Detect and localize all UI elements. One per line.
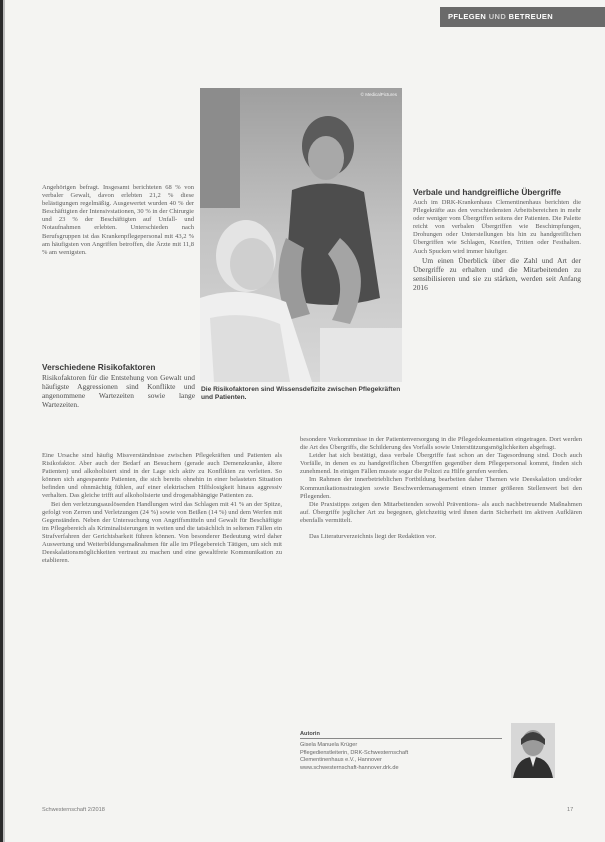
author-role: Pflegedienstleiterin, DRK-Schwesternschaft [300, 749, 409, 756]
right-body-paragraph-4: Die Praxistipps zeigen den Mitarbeitenden sowohl Präventions- als auch nachbetreuende Maßnahmen auf. Übergriffe jeglicher Art zu begegnen, gleichzeitig wird ihnen darin Sicherheit im aktiven Aufklären ebenfalls vermittelt. [300, 500, 582, 524]
right-top-paragraph-2: Um einen Überblick über die Zahl und Art der Übergriffe zu erhalten und die Mitarbeitenden zu sensibilisieren und sie zu stärken, werden seit Anfang 2016 [413, 255, 581, 292]
left-column-top [42, 184, 194, 257]
left-body-paragraph-1: Eine Ursache sind häufig Missverständnisse zwischen Pflegekräften und Patienten als Risikofaktor. Aber auch der Bedarf an Besuchern (gerade auch Demenzkranke, ältere Patienten) und alkoholisiert sind in der Lage sich aktiv zu Konflikten zu verleiten. So können sich angespannte Patienten, die sich bereits ohnehin in einer belasteten Situation befinden und ohnmächtig fühlen, auf einer elektrischen Hilfslosigkeit hinaus aggressiv verhalten. Das gleiche trifft auf alkoholisierte und drogenabhängige Patienten zu. [42, 452, 282, 500]
photo-caption: Die Risikofaktoren sind Wissensdefizite zwischen Pflegekräften und Patienten. [201, 386, 401, 401]
author-website-link[interactable]: www.schwesternschaft-hannover.drk.de [300, 764, 399, 771]
right-body-paragraph-1: besondere Vorkommnisse in der Patientenversorgung in die Pflegedokumentation eingetragen. Dort werden die Art des Übergriffs, die Schilderung des Vorfalls sowie Unterstützungsmöglichkeiten abgefragt. [300, 436, 582, 452]
subheading-risk-factors: Verschiedene Risikofaktoren [42, 362, 156, 372]
section-tag-and: UND [488, 12, 507, 21]
author-portrait [511, 723, 555, 778]
author-box [300, 731, 502, 772]
section-tag [440, 7, 605, 27]
left-column-body [42, 452, 282, 565]
risk-factors-lead: Risikofaktoren für die Entstehung von Gewalt und häufigste Aggressionen sind Konflikte und angenommene Wartezeiten sowie lange Wartezeiten. [42, 373, 195, 409]
photo-credit: © MedicalPictures [360, 92, 397, 97]
left-column-subsection [42, 362, 195, 409]
right-column-body [300, 436, 582, 541]
author-organization: Clementinenhaus e.V., Hannover [300, 757, 382, 764]
author-label: Autorin [300, 731, 502, 739]
footer-publication: Schwesternschaft 2/2018 [42, 807, 105, 813]
literature-note: Das Literaturverzeichnis liegt der Redaktion vor. [309, 533, 437, 541]
left-body-paragraph-2: Bei den verletzungsauslösenden Handlungen wird das Schlagen mit 41 % an der Spitze, gefolgt von Zerren und Verletzungen (24 %) sowie von Beißen (14 %) und dem Werfen mit Gegenständen. Neben der Untersuchung von Angriffsmitteln und Gewalt für Beschäftigte im Pflegebereich als Kriminalisierungen in weiten und die tatsächlich in seltenen Fällen ein Strafverfahren der Gerichtsbarkeit führen können. Von besonderer Bedeutung wird daher Auswertung und Weiterbildungsmaßnahmen für alle im Pflegebereich Tätigen, um sich mit Deeskalationsmöglichkeiten vertraut zu machen und eine gewaltfreie Kommunikation zu etablieren. [42, 500, 282, 565]
author-portrait-image [511, 723, 555, 778]
section-tag-part1: PFLEGEN [448, 12, 487, 21]
nurse-patient-image [200, 88, 402, 382]
page-binding-edge [0, 0, 10, 842]
right-top-paragraph-1: Auch im DRK-Krankenhaus Clementinenhaus berichten die Pflegekräfte aus den verschiedensten Arbeitsbereichen in mehr oder weniger vom Übergriffen seitens der Patienten. Die Palette reicht von verbalen Übergriffen wie Beschimpfungen, Drohungen oder Unterstellungen bis hin zu handgreiflichen Übergriffen wie Schlagen, Kneifen, Tritten oder Festhalten. Auch Spucken wird immer häufiger. [413, 199, 581, 255]
author-name: Gisela Manuela Krüger [300, 742, 358, 749]
subheading-verbal-physical-attacks: Verbale und handgreifliche Übergriffe [413, 187, 561, 197]
page-number: 17 [567, 807, 574, 813]
right-body-paragraph-3: Im Rahmen der innerbetrieblichen Fortbildung bearbeiten daher Themen wie Deeskalation und/oder Kommunikationsstrategien sowie Beschwerdemanagement einen immer größeren Stellenwert bei den Pflegenden. [300, 476, 582, 500]
article-photo [200, 88, 402, 382]
section-tag-part2: BETREUEN [508, 12, 554, 21]
left-top-paragraph: Angehörigen befragt. Insgesamt berichteten 68 % von verbaler Gewalt, davon erlebten 21,2 % diese belästigungen regelmäßig. Ausgewertet wurden 40 % der Beschäftigten der Intensivstationen, 30 % in der Chirurgie und 23 % der Beschäftigten auf Unfall- und Notaufnahmen erlebten. Unterschieden nach Berufsgruppen ist das Krankenpflegepersonal mit 43,2 % am häufigsten von Angriffen betroffen, die Ärzte mit 11,8 % am wenigsten. [42, 184, 194, 256]
right-body-paragraph-2: Leider hat sich bestätigt, dass verbale Übergriffe fast schon an der Tagesordnung sind. Doch auch Vorfälle, in denen es zu handgreiflichen Übergriffen gegenüber dem Pflegepersonal kommt, finden sich zunehmend. In einigen Fällen musste sogar die Polizei zu Hilfe gerufen werden. [300, 452, 582, 476]
right-column-top [413, 187, 581, 292]
